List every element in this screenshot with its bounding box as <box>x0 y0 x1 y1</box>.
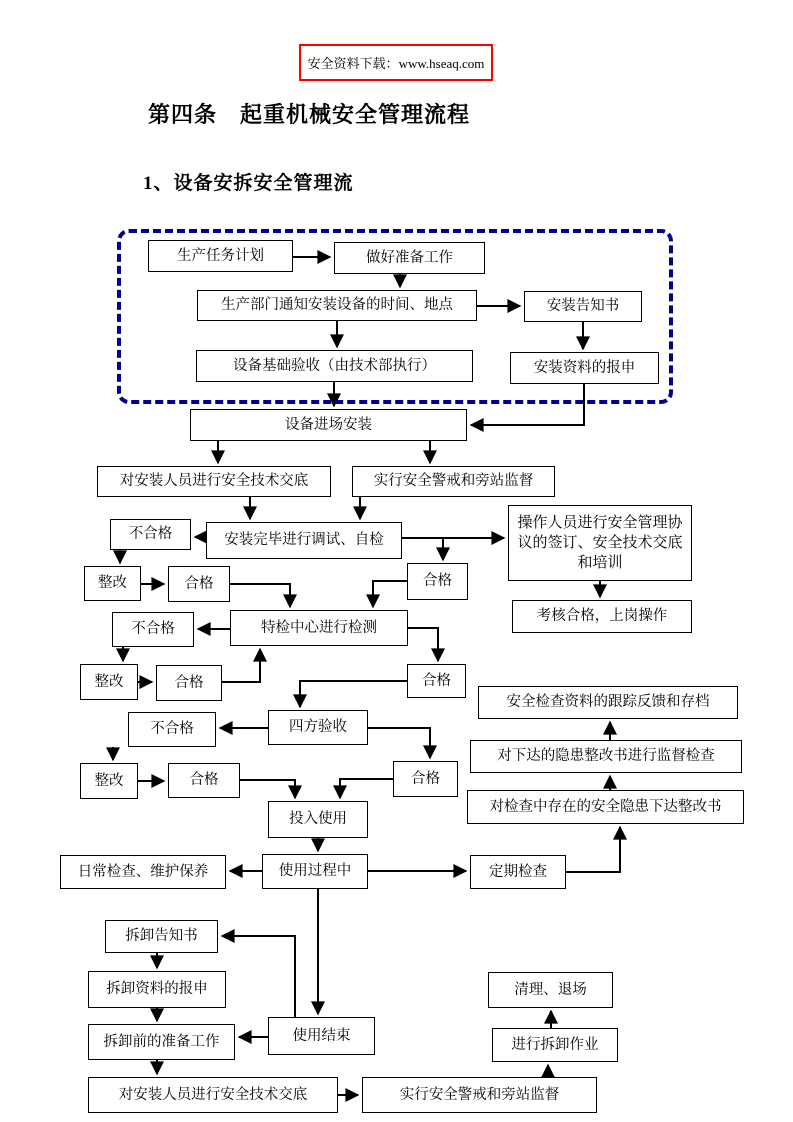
node-fail-3: 不合格 <box>128 712 216 747</box>
node-pass-2: 合格 <box>407 563 468 600</box>
node-tech-disclosure-install: 对安装人员进行安全技术交底 <box>97 466 331 497</box>
node-dismantle-notice: 拆卸告知书 <box>105 920 218 953</box>
node-pass-6: 合格 <box>393 761 458 797</box>
node-four-party-acceptance: 四方验收 <box>268 710 368 745</box>
node-operator-agreement: 操作人员进行安全管理协议的签订、安全技术交底和培训 <box>508 505 692 581</box>
node-fail-1: 不合格 <box>110 519 191 550</box>
node-issue-rectification: 对检查中存在的安全隐患下达整改书 <box>467 790 744 824</box>
section-title: 1、设备安拆安全管理流 <box>143 173 354 194</box>
node-supervise-check: 对下达的隐患整改书进行监督检查 <box>470 740 742 773</box>
node-rectify-1: 整改 <box>84 566 141 601</box>
node-rectify-2: 整改 <box>80 664 138 700</box>
node-pass-5: 合格 <box>168 763 240 798</box>
node-safety-guard-dismantle: 实行安全警戒和旁站监督 <box>362 1077 597 1113</box>
node-foundation-acceptance: 设备基础验收（由技术部执行） <box>196 350 473 382</box>
node-special-inspection: 特检中心进行检测 <box>230 610 408 646</box>
node-notify-time-place: 生产部门通知安装设备的时间、地点 <box>197 290 477 321</box>
node-tech-disclosure-dismantle: 对安装人员进行安全技术交底 <box>88 1077 338 1113</box>
node-use-end: 使用结束 <box>268 1017 375 1055</box>
node-preparation: 做好准备工作 <box>334 242 485 274</box>
watermark-box <box>299 44 493 81</box>
node-install-docs-submit: 安装资料的报申 <box>510 352 659 384</box>
node-in-use: 使用过程中 <box>262 854 368 889</box>
node-put-into-use: 投入使用 <box>268 801 368 838</box>
node-production-plan: 生产任务计划 <box>148 240 293 272</box>
node-safety-guard-install: 实行安全警戒和旁站监督 <box>352 466 555 497</box>
watermark-text: 安全资料下载：www.hseaq.com <box>307 56 485 71</box>
node-pre-dismantle-prep: 拆卸前的准备工作 <box>88 1024 235 1060</box>
node-fail-2: 不合格 <box>112 612 194 647</box>
node-install-notice: 安装告知书 <box>524 291 642 322</box>
node-cleanup-exit: 清理、退场 <box>488 972 613 1008</box>
node-daily-check: 日常检查、维护保养 <box>60 855 226 889</box>
node-self-check: 安装完毕进行调试、自检 <box>206 522 402 559</box>
node-dismantle-work: 进行拆卸作业 <box>492 1028 618 1062</box>
node-pass-4: 合格 <box>407 664 466 698</box>
node-periodic-check: 定期检查 <box>470 855 566 889</box>
article-title: 第四条 起重机械安全管理流程 <box>148 102 471 127</box>
node-exam-pass: 考核合格，上岗操作 <box>512 600 692 633</box>
node-tracking-archive: 安全检查资料的跟踪反馈和存档 <box>478 686 738 719</box>
node-rectify-3: 整改 <box>80 763 138 799</box>
node-dismantle-docs-submit: 拆卸资料的报申 <box>88 971 226 1008</box>
node-pass-1: 合格 <box>168 566 230 602</box>
node-equipment-entry: 设备进场安装 <box>190 409 467 441</box>
node-pass-3: 合格 <box>156 665 222 701</box>
